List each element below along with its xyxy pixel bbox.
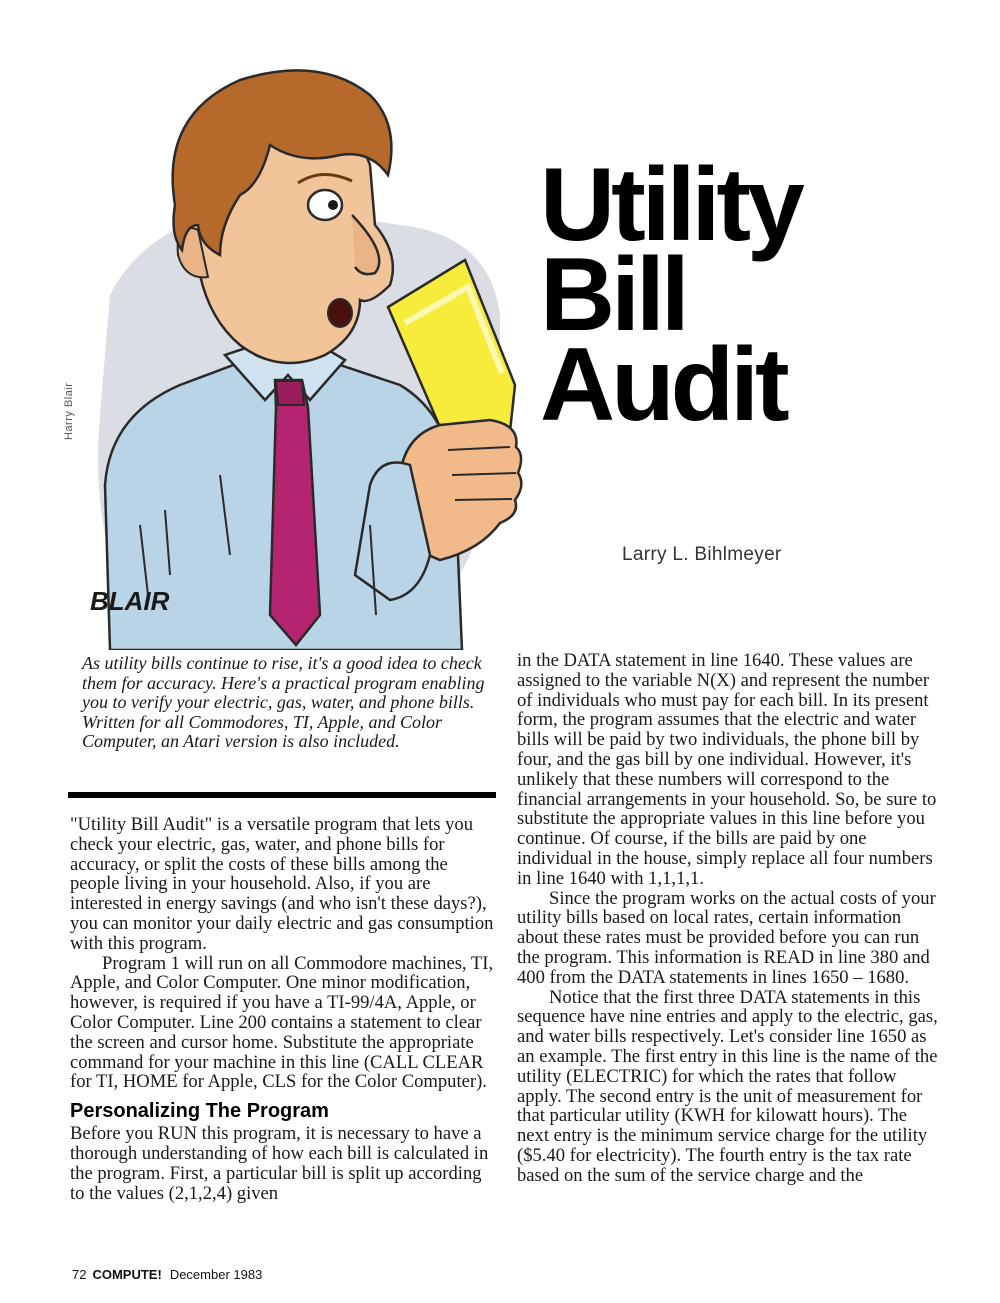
paragraph: Since the program works on the actual costs of your utility bills based on local rates, certain information about these rates must be provided before you can run the program. This information is READ in line 380 and 400 from the DATA statements in lines 1650 – 1680. — [517, 887, 936, 988]
page-number: 72 — [72, 1267, 87, 1282]
title-line: Bill — [540, 237, 686, 353]
section-divider — [68, 792, 496, 798]
article-intro: As utility bills continue to rise, it's a good idea to check them for accuracy. Here's a practical program enabling you to verify your electric, gas, water, and phone bills. Written for all Commodores, TI, Apple, and Color Computer, an Atari version is also included. — [82, 653, 485, 752]
author-byline: Larry L. Bihlmeyer — [622, 544, 782, 565]
issue-date: December 1983 — [169, 1267, 263, 1282]
body-column-left — [70, 815, 495, 1203]
artist-signature: BLAIR — [90, 586, 170, 616]
cartoon-illustration — [70, 55, 550, 650]
paragraph: in the DATA statement in line 1640. These values are assigned to the variable N(X) and represent the number of individuals who must pay for each bill. In its present form, the program assumes that the electric and water bills will be paid by two individuals, the phone bill by four, and the gas bill by one individual. However, it's unlikely that these numbers will correspond to the financial arrangements in your household. So, be sure to substitute the appropriate values in this line before you continue. Of course, if the bills are paid by one individual in the house, simply replace all four numbers in line 1640 with 1,1,1,1. — [517, 650, 937, 889]
paragraph: Before you RUN this program, it is necessary to have a thorough understanding of how each bill is calculated in the program. First, a particular bill is split up according to the values (2,1,2,4) given — [70, 1123, 489, 1204]
body-column-right — [517, 651, 939, 1186]
mouth — [328, 299, 352, 327]
title-line: Utility — [540, 147, 801, 263]
title-line: Audit — [540, 327, 786, 443]
section-heading: Personalizing The Program — [70, 1100, 329, 1123]
paragraph: Program 1 will run on all Commodore machines, TI, Apple, and Color Computer. One minor modification, however, is required if you have a TI-99/4A, Apple, or Color Computer. Line 200 contains a statement to clear the screen and cursor home. Substitute the appropriate command for your machine in this line (CALL CLEAR for TI, HOME for Apple, CLS for the Color Computer). — [70, 952, 494, 1093]
article-title — [540, 147, 801, 443]
page-footer — [72, 1267, 262, 1282]
illustration-credit: Harry Blair — [63, 382, 75, 440]
magazine-name: COMPUTE! — [92, 1267, 162, 1282]
paragraph: "Utility Bill Audit" is a versatile program that lets you check your electric, gas, water, and phone bills for accuracy, or split the costs of these bills among the people living in your household. Also, if you are interested in energy savings (and who isn't these days?), you can monitor your daily electric and gas consumption with this program. — [70, 814, 494, 954]
paragraph: Notice that the first three DATA statements in this sequence have nine entries and apply to the electric, gas, and water bills respectively. Let's consider line 1650 as an example. The first entry in this line is the name of the utility (ELECTRIC) for which the rates that follow apply. The second entry is the unit of measurement for that particular utility (KWH for kilowatt hours). The next entry is the minimum service charge for the utility ($5.40 for electricity). The fourth entry is the tax rate based on the sum of the service charge and the — [517, 986, 938, 1186]
